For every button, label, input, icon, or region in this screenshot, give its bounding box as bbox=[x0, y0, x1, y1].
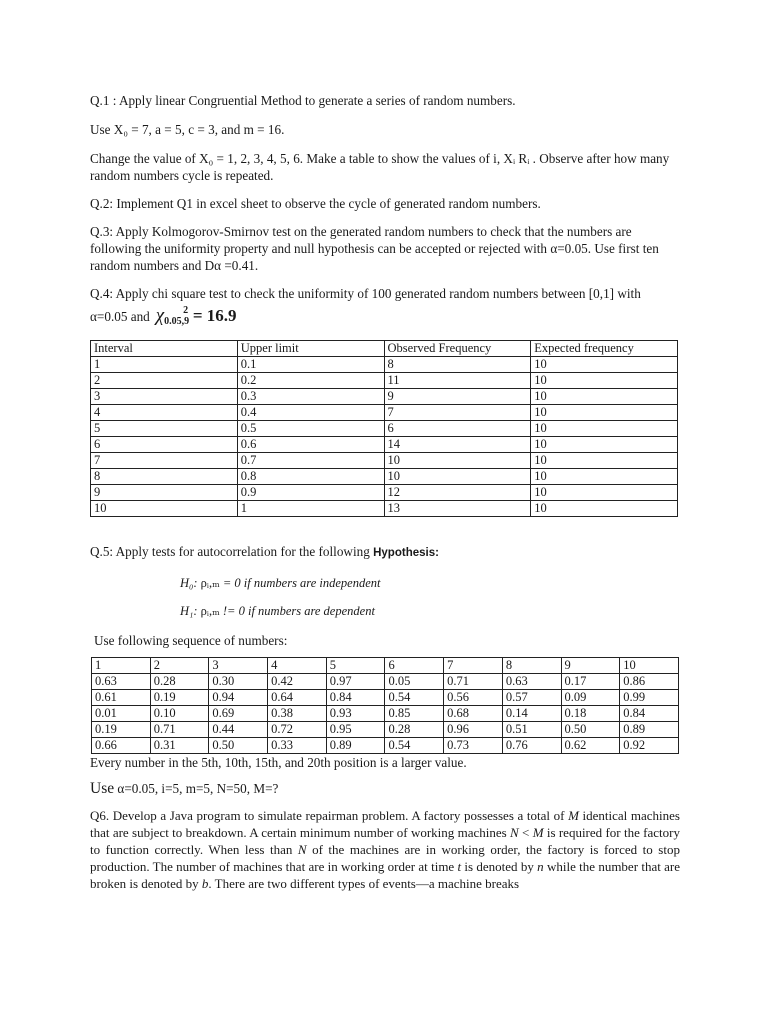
chi-value: = 16.9 bbox=[192, 306, 237, 325]
table-cell: 0.71 bbox=[444, 674, 503, 690]
table-cell: 0.50 bbox=[209, 738, 268, 754]
table-row bbox=[92, 690, 679, 706]
table-cell: 6 bbox=[384, 421, 531, 437]
table-cell: Interval bbox=[91, 341, 238, 357]
sequence-table bbox=[91, 657, 679, 754]
table-cell: 0.17 bbox=[561, 674, 620, 690]
table-row bbox=[91, 469, 678, 485]
table-cell: 0.63 bbox=[92, 674, 151, 690]
h1-line bbox=[180, 603, 680, 620]
q6-var-small-n: n bbox=[537, 859, 544, 874]
table-cell: 0.66 bbox=[92, 738, 151, 754]
table-cell: 4 bbox=[91, 405, 238, 421]
q6-text-5: is denoted by bbox=[461, 859, 538, 874]
q5-sequence-label: Use following sequence of numbers: bbox=[94, 633, 288, 648]
q5-intro bbox=[90, 543, 680, 562]
q6-text-7: . There are two different types of events—a machine breaks bbox=[208, 876, 520, 891]
table-cell: 12 bbox=[384, 485, 531, 501]
table-cell: 0.54 bbox=[385, 738, 444, 754]
table-cell: 0.19 bbox=[92, 722, 151, 738]
table-cell: 9 bbox=[384, 389, 531, 405]
h0-text: = 0 if numbers are independent bbox=[219, 576, 381, 590]
table-cell: 0.10 bbox=[150, 706, 209, 722]
table-cell: 10 bbox=[620, 658, 679, 674]
table-cell: 11 bbox=[384, 373, 531, 389]
table-cell: 0.89 bbox=[620, 722, 679, 738]
table-cell: 10 bbox=[531, 373, 678, 389]
table-cell: 2 bbox=[91, 373, 238, 389]
table-cell: 10 bbox=[531, 357, 678, 373]
q5-use-word: Use bbox=[90, 780, 115, 797]
table-cell: 0.94 bbox=[209, 690, 268, 706]
table-cell: 1 bbox=[237, 501, 384, 517]
table-cell: 0.89 bbox=[326, 738, 385, 754]
h1-text: != 0 if numbers are dependent bbox=[219, 604, 375, 618]
table-row bbox=[91, 389, 678, 405]
table-cell: 2 bbox=[150, 658, 209, 674]
table-cell: 10 bbox=[384, 469, 531, 485]
table-cell: 0.99 bbox=[620, 690, 679, 706]
table-cell: 0.3 bbox=[237, 389, 384, 405]
table-cell: 0.8 bbox=[237, 469, 384, 485]
q6-text-4: of the machines are in working order, the factory is forced to stop production. The number of machines that are in working order at time bbox=[90, 842, 680, 874]
table-cell: 0.62 bbox=[561, 738, 620, 754]
table-cell: 8 bbox=[502, 658, 561, 674]
table-cell: 0.9 bbox=[237, 485, 384, 501]
sequence-table-body bbox=[92, 658, 679, 754]
table-cell: 14 bbox=[384, 437, 531, 453]
table-cell: 0.44 bbox=[209, 722, 268, 738]
q5-use-line bbox=[90, 780, 680, 797]
table-cell: 0.7 bbox=[237, 453, 384, 469]
table-cell: 0.01 bbox=[92, 706, 151, 722]
table-cell: 0.28 bbox=[150, 674, 209, 690]
table-row bbox=[91, 453, 678, 469]
table-cell: 0.33 bbox=[268, 738, 327, 754]
table-cell: Expected frequency bbox=[531, 341, 678, 357]
table-cell: 0.92 bbox=[620, 738, 679, 754]
table-cell: 0.31 bbox=[150, 738, 209, 754]
table-header-row bbox=[92, 658, 679, 674]
table-cell: 3 bbox=[209, 658, 268, 674]
chi-square-formula bbox=[156, 305, 237, 326]
table-cell: Observed Frequency bbox=[384, 341, 531, 357]
table-cell: 9 bbox=[561, 658, 620, 674]
table-cell: 6 bbox=[385, 658, 444, 674]
q1-params: Use X₀ = 7, a = 5, c = 3, and m = 16. bbox=[90, 122, 285, 137]
table-row bbox=[92, 706, 679, 722]
chi-superscript: 2 bbox=[183, 305, 189, 316]
table-cell: 3 bbox=[91, 389, 238, 405]
table-cell: 0.1 bbox=[237, 357, 384, 373]
q6-text-6: while the number that are broken is denoted by bbox=[90, 859, 680, 891]
table-cell: 5 bbox=[326, 658, 385, 674]
table-cell: 0.86 bbox=[620, 674, 679, 690]
table-cell: 0.18 bbox=[561, 706, 620, 722]
table-cell: 10 bbox=[531, 485, 678, 501]
table-row bbox=[92, 674, 679, 690]
table-row bbox=[91, 437, 678, 453]
q4-line1: Q.4: Apply chi square test to check the uniformity of 100 generated random numbers between [0,1] with bbox=[90, 286, 641, 301]
q1-title: Q.1 : Apply linear Congruential Method to generate a series of random numbers. bbox=[90, 93, 516, 108]
table-cell: 0.93 bbox=[326, 706, 385, 722]
document-page bbox=[90, 92, 680, 892]
table-cell: 0.09 bbox=[561, 690, 620, 706]
table-row bbox=[91, 373, 678, 389]
table-cell: 0.64 bbox=[268, 690, 327, 706]
table-cell: 0.69 bbox=[209, 706, 268, 722]
table-cell: 1 bbox=[91, 357, 238, 373]
q6-var-n2: N bbox=[297, 842, 307, 857]
q6-paragraph bbox=[90, 807, 680, 892]
table-cell: 0.54 bbox=[385, 690, 444, 706]
table-cell: 4 bbox=[268, 658, 327, 674]
table-cell: 10 bbox=[531, 469, 678, 485]
table-cell: 7 bbox=[384, 405, 531, 421]
table-cell: 10 bbox=[531, 501, 678, 517]
table-cell: 5 bbox=[91, 421, 238, 437]
h1-rho: ρᵢ,ₘ bbox=[200, 604, 220, 618]
q5-intro-text: Q.5: Apply tests for autocorrelation for the following bbox=[90, 544, 370, 559]
table-row bbox=[91, 501, 678, 517]
h0-rho: ρᵢ,ₘ bbox=[200, 576, 220, 590]
table-cell: 7 bbox=[444, 658, 503, 674]
table-cell: 10 bbox=[384, 453, 531, 469]
table-cell: 0.14 bbox=[502, 706, 561, 722]
table-cell: 0.63 bbox=[502, 674, 561, 690]
table-cell: 0.84 bbox=[326, 690, 385, 706]
table-row bbox=[91, 405, 678, 421]
table-row bbox=[91, 485, 678, 501]
table-cell: 0.56 bbox=[444, 690, 503, 706]
q6-text-2: identical machines that are subject to breakdown. A certain minimum number of working machines bbox=[90, 808, 680, 840]
table-cell: 10 bbox=[531, 437, 678, 453]
table-cell: 0.72 bbox=[268, 722, 327, 738]
table-cell: 0.71 bbox=[150, 722, 209, 738]
q5-hypothesis-label: Hypothesis: bbox=[373, 547, 439, 559]
q6-text-3: is required for the factory to function correctly. When less than bbox=[90, 825, 680, 857]
q6-text-1: Q6. Develop a Java program to simulate repairman problem. A factory possesses a total of bbox=[90, 808, 569, 823]
table-cell: Upper limit bbox=[237, 341, 384, 357]
table-row bbox=[91, 421, 678, 437]
table-cell: 0.97 bbox=[326, 674, 385, 690]
chi-subscript: 0.05,9 bbox=[164, 316, 190, 327]
q1-instructions: Change the value of X₀ = 1, 2, 3, 4, 5, 6. Make a table to show the values of i, Xᵢ Rᵢ . Observe after how many random numbers cycle is repeated. bbox=[90, 151, 670, 183]
q6-var-m: M bbox=[568, 808, 579, 823]
table-cell: 8 bbox=[91, 469, 238, 485]
q4-line2 bbox=[90, 302, 680, 330]
table-row bbox=[92, 722, 679, 738]
table-cell: 0.51 bbox=[502, 722, 561, 738]
q4-alpha-text: α=0.05 and bbox=[90, 309, 150, 324]
table-cell: 0.61 bbox=[92, 690, 151, 706]
table-cell: 8 bbox=[384, 357, 531, 373]
h0-label: H₀: bbox=[180, 576, 201, 590]
q3-text: Q.3: Apply Kolmogorov-Smirnov test on the generated random numbers to check that the numbers are following the uniformity property and null hypothesis can be accepted or rejected with α=0.05. Use first ten random numbers and Dα =0.41. bbox=[90, 224, 659, 273]
h0-line bbox=[180, 575, 680, 592]
table-cell: 0.85 bbox=[385, 706, 444, 722]
h1-label: H₁: bbox=[180, 604, 201, 618]
table-cell: 10 bbox=[531, 453, 678, 469]
table-cell: 10 bbox=[91, 501, 238, 517]
table-cell: 0.4 bbox=[237, 405, 384, 421]
q6-var-n: N bbox=[510, 825, 519, 840]
table-cell: 0.73 bbox=[444, 738, 503, 754]
table-cell: 6 bbox=[91, 437, 238, 453]
q6-var-m2: M bbox=[532, 825, 544, 840]
table-cell: 0.30 bbox=[209, 674, 268, 690]
table-cell: 0.42 bbox=[268, 674, 327, 690]
q2-text: Q.2: Implement Q1 in excel sheet to observe the cycle of generated random numbers. bbox=[90, 196, 541, 211]
q6-var-t: t bbox=[457, 859, 462, 874]
table-cell: 0.38 bbox=[268, 706, 327, 722]
table-cell: 1 bbox=[92, 658, 151, 674]
table-row bbox=[91, 357, 678, 373]
table-cell: 0.84 bbox=[620, 706, 679, 722]
q6-var-b: b bbox=[201, 876, 209, 891]
chi-symbol: χ bbox=[155, 305, 165, 326]
table-row bbox=[92, 738, 679, 754]
q5-note: Every number in the 5th, 10th, 15th, and 20th position is a larger value. bbox=[90, 755, 467, 770]
table-cell: 10 bbox=[531, 405, 678, 421]
table-cell: 0.76 bbox=[502, 738, 561, 754]
table-cell: 0.6 bbox=[237, 437, 384, 453]
table-cell: 0.2 bbox=[237, 373, 384, 389]
table-cell: 7 bbox=[91, 453, 238, 469]
table-cell: 0.96 bbox=[444, 722, 503, 738]
table-cell: 9 bbox=[91, 485, 238, 501]
table-cell: 0.28 bbox=[385, 722, 444, 738]
table-cell: 0.19 bbox=[150, 690, 209, 706]
table-cell: 0.57 bbox=[502, 690, 561, 706]
table-cell: 10 bbox=[531, 421, 678, 437]
table-cell: 0.5 bbox=[237, 421, 384, 437]
table-cell: 0.05 bbox=[385, 674, 444, 690]
table-cell: 13 bbox=[384, 501, 531, 517]
table-cell: 10 bbox=[531, 389, 678, 405]
table-cell: 0.95 bbox=[326, 722, 385, 738]
table-cell: 0.50 bbox=[561, 722, 620, 738]
table-header-row bbox=[91, 341, 678, 357]
q6-lt: < bbox=[518, 825, 533, 840]
chi-square-table bbox=[90, 340, 678, 517]
chi-square-table-body bbox=[91, 341, 678, 517]
table-cell: 0.68 bbox=[444, 706, 503, 722]
q5-use-params: α=0.05, i=5, m=5, N=50, M=? bbox=[117, 781, 279, 796]
